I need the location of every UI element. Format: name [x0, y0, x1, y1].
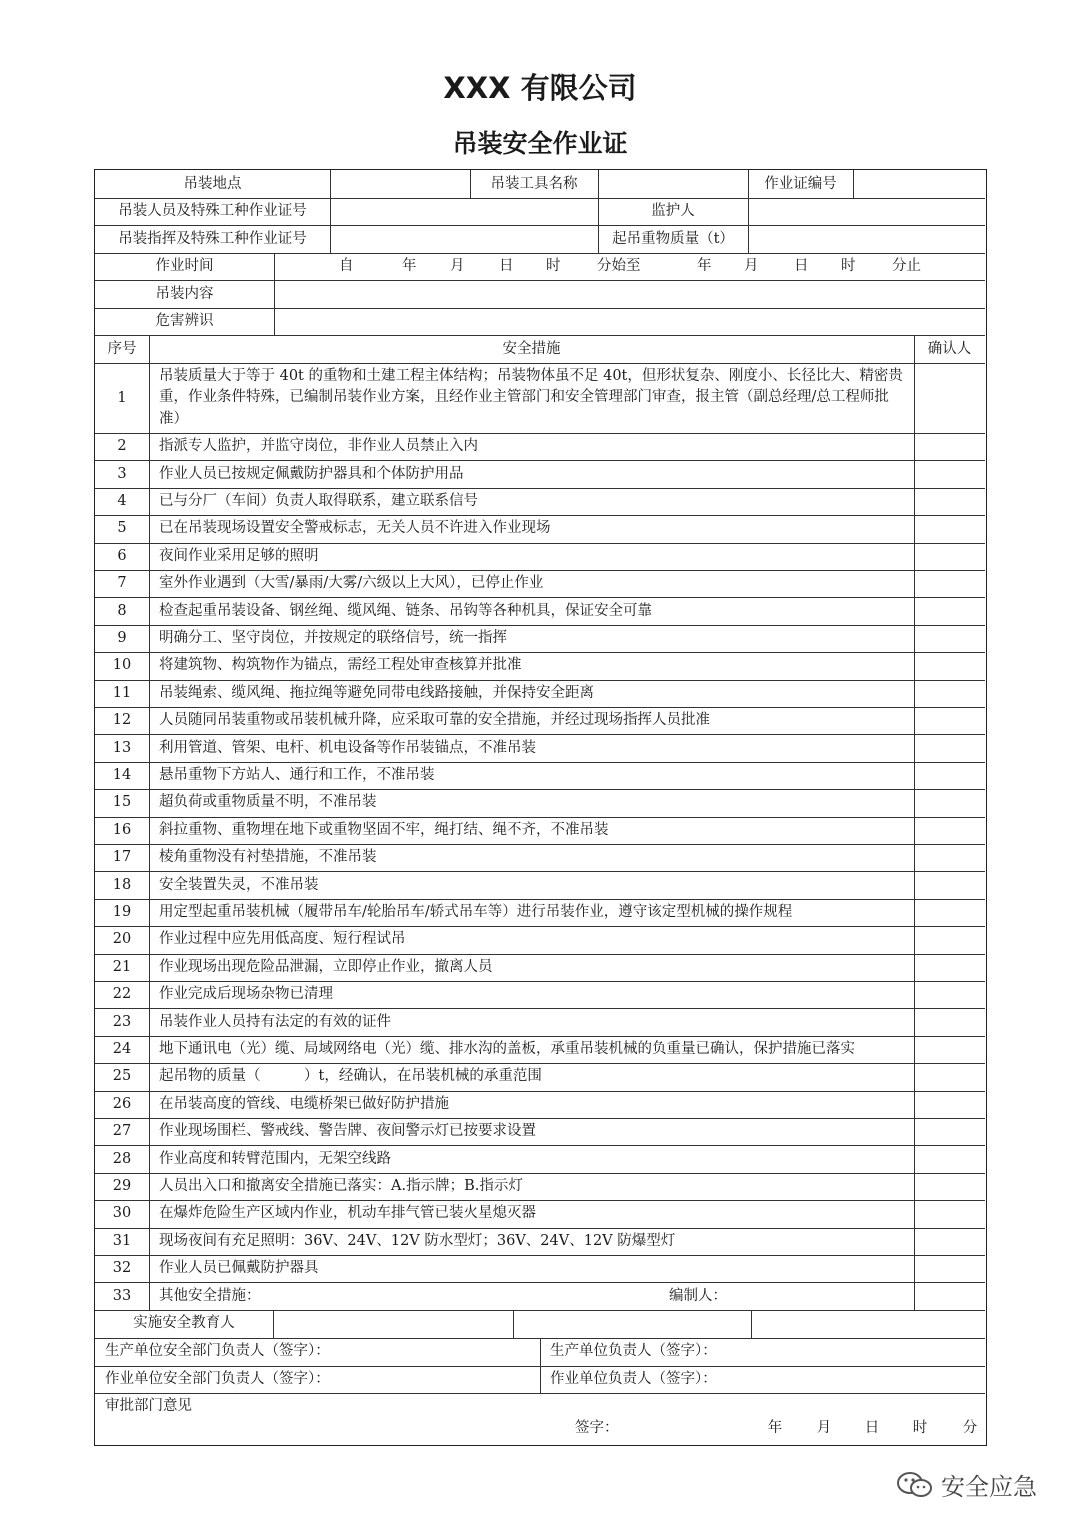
time-part: 月	[450, 258, 465, 274]
measure-no: 4	[117, 492, 127, 509]
measure-no: 28	[112, 1150, 132, 1167]
company-name: XXX 有限公司	[443, 71, 637, 105]
hazard-value[interactable]	[274, 308, 985, 335]
grid-line	[149, 335, 150, 1310]
confirm-signature[interactable]	[914, 1255, 985, 1282]
measure-text: 作业人员已按规定佩戴防护器具和个体防护用品	[159, 465, 464, 482]
measure-text: 检查起重吊装设备、钢丝绳、缆风绳、链条、吊钩等各种机具，保证安全可靠	[159, 602, 652, 619]
grid-line	[513, 1310, 514, 1338]
grid-line	[914, 335, 915, 1310]
measure-no: 8	[117, 602, 127, 619]
weight-value[interactable]	[748, 225, 985, 253]
measure-text: 棱角重物没有衬垫措施，不准吊装	[159, 849, 377, 866]
measure-no: 27	[112, 1123, 132, 1140]
measure-text: 利用管道、管架、电杆、机电设备等作吊装锚点，不准吊装	[159, 739, 536, 756]
measure-text: 已与分厂（车间）负责人取得联系，建立联系信号	[159, 492, 478, 509]
confirm-signature[interactable]	[914, 1036, 985, 1063]
measure-text: 吊装作业人员持有法定的有效的证件	[159, 1013, 391, 1030]
measures-no-header: 序号	[107, 340, 137, 357]
sign-date-part: 年	[767, 1419, 783, 1436]
confirm-signature[interactable]	[914, 871, 985, 898]
educator-value-1[interactable]	[273, 1310, 513, 1338]
measure-no: 9	[117, 629, 127, 646]
measure-no: 13	[112, 739, 132, 756]
confirm-signature[interactable]	[914, 789, 985, 816]
tool-value[interactable]	[598, 170, 748, 198]
confirm-header: 确认人	[927, 340, 972, 357]
confirm-signature[interactable]	[914, 460, 985, 487]
measure-no: 6	[117, 547, 127, 564]
personnel-label: 吊装人员及特殊工种作业证号	[118, 203, 307, 219]
grid-line	[751, 1310, 752, 1338]
measure-text: 明确分工、坚守岗位，并按规定的联络信号，统一指挥	[159, 629, 507, 646]
measure-text: 在爆炸危险生产区域内作业，机动车排气管已装火星熄灭器	[159, 1205, 536, 1222]
time-part: 分止	[892, 258, 921, 274]
sign-date-part: 日	[864, 1419, 880, 1436]
measure-text: 已在吊装现场设置安全警戒标志，无关人员不许进入作业现场	[159, 520, 551, 537]
confirm-signature[interactable]	[914, 954, 985, 981]
watermark	[895, 1467, 1037, 1502]
measure-text: 安全装置失灵，不准吊装	[159, 876, 319, 893]
confirm-signature[interactable]	[914, 1008, 985, 1035]
tool-label: 吊装工具名称	[490, 175, 578, 192]
measure-no: 25	[112, 1068, 132, 1085]
hazard-label: 危害辨识	[155, 313, 214, 329]
measure-text: 吊装质量大于等于 40t 的重物和土建工程主体结构；吊装物体虽不足 40t，但形状复杂、刚度小、长径比大、精密贵重，作业条件特殊，已编制吊装作业方案，且经作业主管部门和安全管理部门审查，报主管（副总经理/总工程师批准）	[159, 367, 903, 427]
confirm-signature[interactable]	[914, 1228, 985, 1255]
measure-text: 将建筑物、构筑物作为锚点，需经工程处审查核算并批准	[159, 657, 522, 674]
measure-text: 作业现场出现危险品泄漏，立即停止作业，撤离人员	[159, 958, 493, 975]
confirm-signature[interactable]	[914, 899, 985, 926]
measure-no: 31	[112, 1232, 132, 1249]
confirm-signature[interactable]	[914, 488, 985, 515]
measure-text: 用定型起重吊装机械（履带吊车/轮胎吊车/轿式吊车等）进行吊装作业，遵守该定型机械的操作规程	[159, 903, 793, 920]
permit-no-label: 作业证编号	[764, 175, 837, 192]
measure-no: 1	[117, 389, 127, 406]
confirm-signature[interactable]	[914, 652, 985, 679]
confirm-signature[interactable]	[914, 844, 985, 871]
grid-line	[540, 1338, 541, 1393]
compiler-label: 编制人：	[669, 1287, 727, 1304]
measure-text: 人员随同吊装重物或吊装机械升降，应采取可靠的安全措施，并经过现场指挥人员批准	[159, 712, 710, 729]
confirm-signature[interactable]	[914, 433, 985, 460]
time-value[interactable]	[274, 253, 985, 280]
confirm-signature[interactable]	[914, 1173, 985, 1200]
measure-no: 11	[112, 684, 132, 701]
measure-no: 12	[112, 712, 132, 729]
confirm-signature[interactable]	[914, 981, 985, 1008]
time-label: 作业时间	[155, 258, 214, 274]
measure-no: 24	[112, 1040, 132, 1057]
time-part: 分始至	[597, 258, 641, 274]
watermark-text: 安全应急	[941, 1473, 1037, 1501]
grid-line	[470, 170, 471, 198]
measure-no: 20	[112, 931, 132, 948]
content-value[interactable]	[274, 280, 985, 308]
work-safety-head-sign[interactable]: 作业单位安全部门负责人（签字）：	[105, 1370, 330, 1387]
time-part: 年	[697, 258, 712, 274]
confirm-signature[interactable]	[914, 1200, 985, 1227]
grid-line	[853, 170, 854, 198]
time-part: 月	[744, 258, 759, 274]
measure-no: 29	[112, 1177, 132, 1194]
sign-date-part: 月	[816, 1419, 832, 1436]
measure-no: 10	[112, 657, 132, 674]
measure-no: 22	[112, 986, 132, 1003]
measure-no: 26	[112, 1095, 132, 1112]
measure-text: 悬吊重物下方站人、通行和工作，不准吊装	[159, 766, 435, 783]
measure-text: 人员出入口和撤离安全措施已落实：A.指示牌；B.指示灯	[159, 1177, 523, 1194]
confirm-signature[interactable]	[914, 926, 985, 953]
confirm-signature[interactable]	[914, 1118, 985, 1145]
measure-no: 2	[117, 438, 127, 455]
measure-no: 32	[112, 1260, 132, 1277]
measure-text: 地下通讯电（光）缆、局域网络电（光）缆、排水沟的盖板，承重吊装机械的负重量已确认，保护措施已落实	[159, 1040, 855, 1057]
measure-text: 现场夜间有充足照明：36V、24V、12V 防水型灯；36V、24V、12V 防爆型灯	[159, 1232, 676, 1249]
time-part: 自	[339, 258, 354, 274]
prod-safety-head-sign[interactable]: 生产单位安全部门负责人（签字）：	[105, 1343, 330, 1360]
educator-value-3[interactable]	[751, 1310, 985, 1338]
measure-text: 作业过程中应先用低高度、短行程试吊	[159, 931, 406, 948]
guardian-value[interactable]	[748, 198, 985, 225]
measure-text: 夜间作业采用足够的照明	[159, 547, 319, 564]
confirm-signature[interactable]	[914, 817, 985, 844]
sign-label: 签字：	[575, 1419, 619, 1436]
confirm-signature[interactable]	[914, 363, 985, 433]
measure-text: 作业现场围栏、警戒线、警告牌、夜间警示灯已按要求设置	[159, 1123, 536, 1140]
measure-text: 室外作业遇到（大雪/暴雨/大雾/六级以上大风），已停止作业	[159, 575, 544, 592]
approval-label: 审批部门意见	[105, 1397, 192, 1414]
measure-text: 作业人员已佩戴防护器具	[159, 1260, 319, 1277]
confirm-signature[interactable]	[914, 762, 985, 789]
measure-no: 16	[112, 821, 132, 838]
measure-text: 起吊物的质量（ ）t，经确认，在吊装机械的承重范围	[159, 1068, 542, 1085]
confirm-signature[interactable]	[914, 707, 985, 734]
measure-no: 21	[112, 958, 132, 975]
measure-text: 其他安全措施： 编制人：	[159, 1287, 727, 1304]
commander-label: 吊装指挥及特殊工种作业证号	[118, 230, 307, 247]
location-value[interactable]	[330, 170, 470, 198]
measure-no: 19	[112, 903, 132, 920]
work-head-sign[interactable]: 作业单位负责人（签字）：	[550, 1370, 717, 1387]
commander-value[interactable]	[330, 225, 598, 253]
confirm-signature[interactable]	[914, 515, 985, 542]
prod-head-sign[interactable]: 生产单位负责人（签字）：	[550, 1343, 717, 1360]
measure-no: 7	[117, 575, 127, 592]
sign-date-part: 时	[912, 1419, 928, 1436]
confirm-signature[interactable]	[914, 1282, 985, 1309]
confirm-signature[interactable]	[914, 1063, 985, 1090]
measure-text: 作业高度和转臂范围内，无架空线路	[159, 1150, 391, 1167]
confirm-signature[interactable]	[914, 734, 985, 761]
measure-text: 作业完成后现场杂物已清理	[159, 986, 333, 1003]
measure-no: 14	[112, 766, 132, 783]
measure-no: 18	[112, 876, 132, 893]
measure-no: 17	[112, 849, 132, 866]
confirm-signature[interactable]	[914, 543, 985, 570]
measure-text: 在吊装高度的管线、电缆桥架已做好防护措施	[159, 1095, 449, 1112]
time-part: 时	[546, 258, 561, 274]
sign-date-part: 分	[962, 1419, 978, 1436]
document-title: 吊装安全作业证	[452, 129, 628, 158]
measure-no: 33	[112, 1287, 132, 1304]
location-label: 吊装地点	[183, 175, 242, 192]
time-part: 日	[499, 258, 514, 274]
measure-no: 23	[112, 1013, 132, 1030]
measure-no: 5	[117, 520, 127, 537]
confirm-signature[interactable]	[914, 597, 985, 624]
measure-no: 3	[117, 465, 127, 482]
educator-label: 实施安全教育人	[133, 1315, 235, 1332]
time-part: 日	[794, 258, 809, 274]
guardian-label: 监护人	[651, 203, 695, 219]
wechat-icon	[895, 1470, 935, 1500]
confirm-signature[interactable]	[914, 570, 985, 597]
educator-value-2[interactable]	[513, 1310, 751, 1338]
measure-text: 指派专人监护，并监守岗位，非作业人员禁止入内	[159, 438, 478, 455]
weight-label: 起吊重物质量（t）	[612, 230, 734, 247]
measure-text: 超负荷或重物质量不明，不准吊装	[159, 794, 377, 811]
confirm-signature[interactable]	[914, 680, 985, 707]
measure-text: 斜拉重物、重物埋在地下或重物坚固不牢，绳打结、绳不齐，不准吊装	[159, 821, 609, 838]
measures-header: 安全措施	[502, 340, 561, 357]
time-part: 时	[841, 258, 856, 274]
personnel-value[interactable]	[330, 198, 598, 225]
confirm-signature[interactable]	[914, 1091, 985, 1118]
confirm-signature[interactable]	[914, 625, 985, 652]
grid-line	[273, 1310, 274, 1338]
content-label: 吊装内容	[155, 285, 214, 302]
measure-no: 30	[112, 1205, 132, 1222]
permit-form	[94, 169, 987, 1446]
confirm-signature[interactable]	[914, 1145, 985, 1172]
permit-no-value[interactable]	[853, 170, 985, 198]
measure-text: 吊装绳索、缆风绳、拖拉绳等避免同带电线路接触，并保持安全距离	[159, 684, 594, 701]
time-part: 年	[402, 258, 417, 274]
measure-no: 15	[112, 794, 132, 811]
